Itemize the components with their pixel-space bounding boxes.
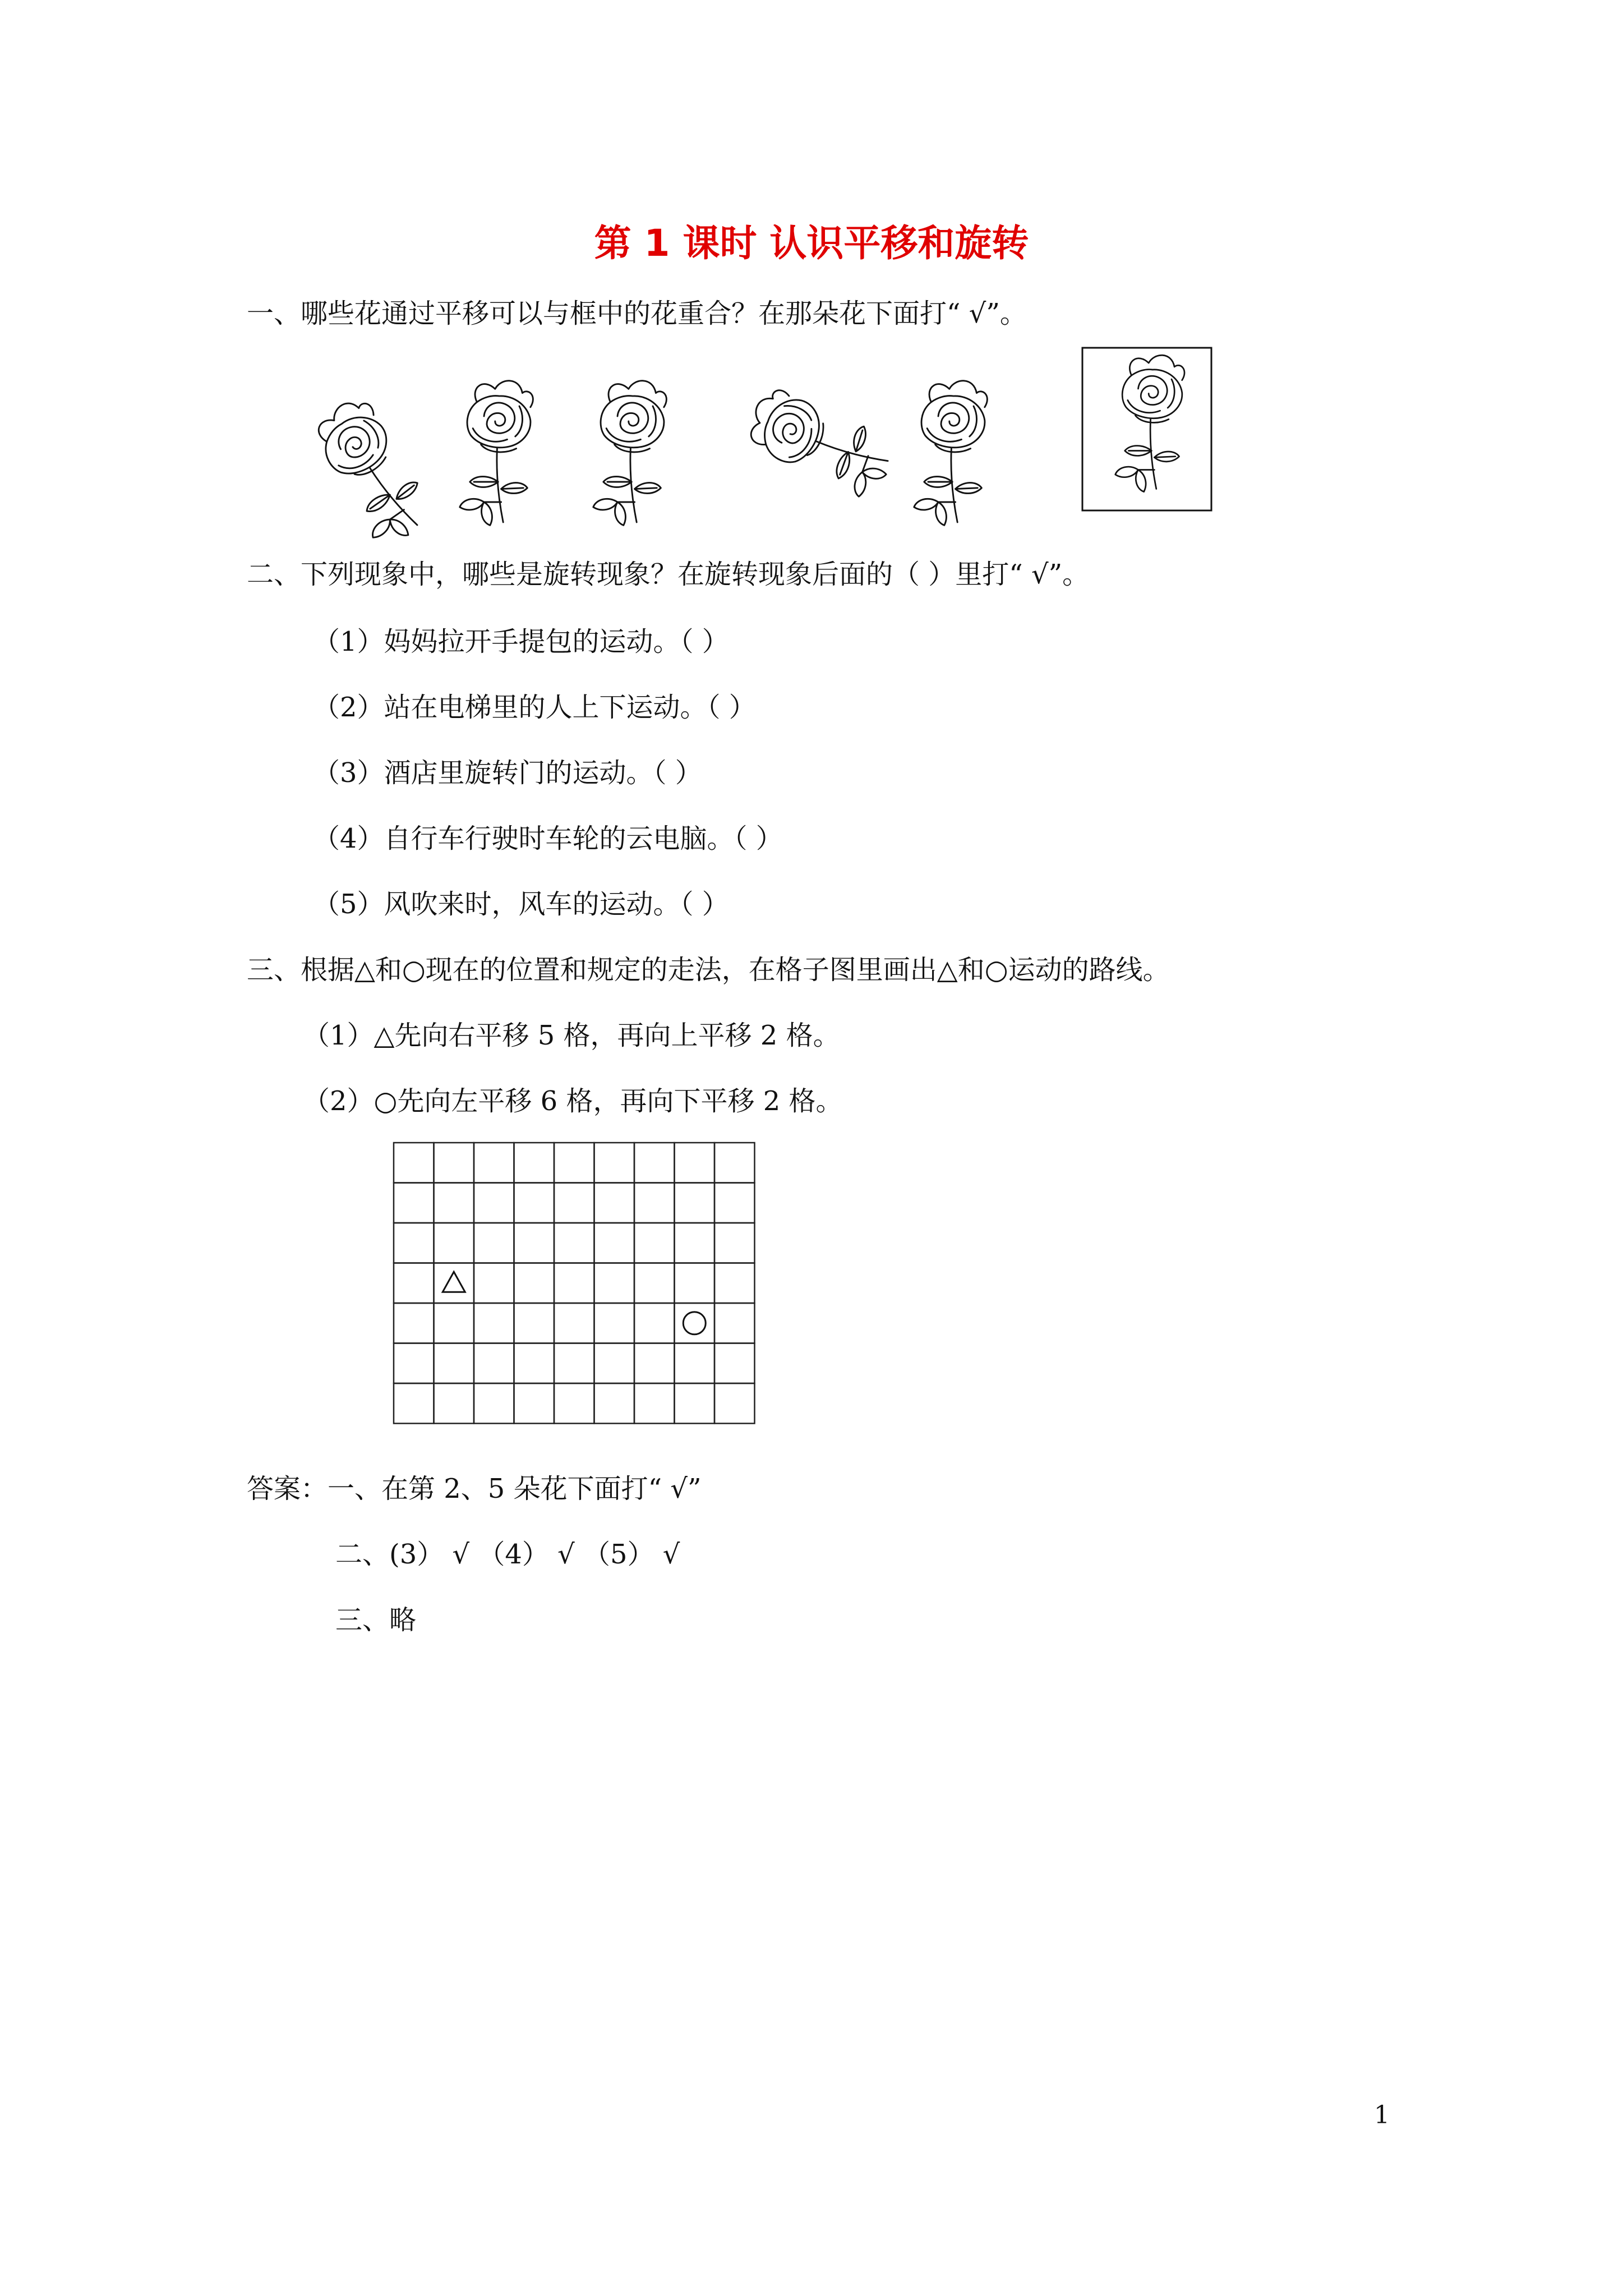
grid-cell bbox=[554, 1383, 594, 1424]
grid-cell bbox=[394, 1263, 434, 1304]
grid-cell bbox=[514, 1183, 555, 1223]
rose-icon bbox=[460, 381, 533, 526]
rose-icon bbox=[914, 381, 988, 526]
grid-cell bbox=[594, 1303, 635, 1343]
grid-cell bbox=[514, 1303, 555, 1343]
grid-cell bbox=[594, 1263, 635, 1304]
grid-cell bbox=[714, 1263, 755, 1304]
grid-cell bbox=[434, 1263, 474, 1304]
grid-cell bbox=[675, 1383, 715, 1424]
question-2-item-2: （2）站在电梯里的人上下运动。（ ） bbox=[313, 692, 756, 723]
grid-cell bbox=[474, 1183, 514, 1223]
page-title: 第 1 课时 认识平移和旋转 bbox=[594, 222, 1029, 265]
grid-cell bbox=[675, 1343, 715, 1384]
grid-cell bbox=[634, 1263, 675, 1304]
grid-cell bbox=[474, 1223, 514, 1263]
rose-icon bbox=[593, 381, 667, 526]
question-3-item-2: （2）○先向左平移 6 格，再向下平移 2 格。 bbox=[303, 1085, 843, 1117]
grid-cell bbox=[714, 1343, 755, 1384]
question-2-item-3: （3）酒店里旋转门的运动。（ ） bbox=[313, 757, 702, 789]
grid-cell bbox=[394, 1143, 434, 1183]
question-2-item-1: （1）妈妈拉开手提包的运动。（ ） bbox=[313, 626, 729, 657]
grid-cell bbox=[514, 1383, 555, 1424]
grid-cell bbox=[434, 1303, 474, 1343]
grid-cell bbox=[514, 1223, 555, 1263]
grid-cell bbox=[474, 1263, 514, 1304]
grid-cell bbox=[594, 1383, 635, 1424]
grid-cell bbox=[394, 1223, 434, 1263]
grid-cell bbox=[554, 1223, 594, 1263]
grid-cell bbox=[434, 1383, 474, 1424]
grid-cell bbox=[514, 1263, 555, 1304]
movement-grid bbox=[393, 1142, 763, 1422]
grid-cell bbox=[675, 1223, 715, 1263]
grid-cell bbox=[675, 1143, 715, 1183]
grid-cell bbox=[394, 1343, 434, 1384]
grid-cell bbox=[434, 1143, 474, 1183]
grid-cell bbox=[394, 1303, 434, 1343]
grid-cell bbox=[434, 1223, 474, 1263]
grid-cell bbox=[514, 1343, 555, 1384]
flower-row bbox=[0, 337, 1623, 527]
grid-cell bbox=[434, 1183, 474, 1223]
grid-cell bbox=[714, 1383, 755, 1424]
grid-cell bbox=[634, 1383, 675, 1424]
grid-cell bbox=[594, 1143, 635, 1183]
question-1-prompt: 一、哪些花通过平移可以与框中的花重合？在那朵花下面打“ √”。 bbox=[247, 298, 1027, 329]
grid-cell bbox=[554, 1303, 594, 1343]
page-number: 1 bbox=[1374, 2101, 1390, 2129]
grid-cell bbox=[675, 1303, 715, 1343]
grid-cell bbox=[394, 1383, 434, 1424]
grid-cell bbox=[634, 1303, 675, 1343]
grid-cell bbox=[714, 1303, 755, 1343]
question-3-prompt: 三、根据△和○现在的位置和规定的走法，在格子图里画出△和○运动的路线。 bbox=[247, 954, 1170, 986]
grid-cell bbox=[714, 1143, 755, 1183]
reference-frame bbox=[1082, 348, 1211, 510]
grid-cell bbox=[554, 1183, 594, 1223]
circle-marker bbox=[683, 1312, 706, 1335]
question-2-item-5: （5）风吹来时，风车的运动。（ ） bbox=[313, 889, 729, 920]
grid-cell bbox=[434, 1343, 474, 1384]
grid-cell bbox=[634, 1223, 675, 1263]
rose-icon bbox=[740, 384, 901, 503]
grid-cell bbox=[594, 1343, 635, 1384]
grid-cell bbox=[474, 1343, 514, 1384]
grid-cell bbox=[474, 1303, 514, 1343]
grid-cell bbox=[474, 1143, 514, 1183]
grid-cell bbox=[634, 1183, 675, 1223]
grid-cell bbox=[634, 1343, 675, 1384]
answer-line-2: 二、(3） √ （4） √ （5） √ bbox=[335, 1539, 680, 1570]
grid-cell bbox=[554, 1143, 594, 1183]
grid-cell bbox=[594, 1183, 635, 1223]
grid-cell bbox=[594, 1223, 635, 1263]
grid-cell bbox=[675, 1263, 715, 1304]
grid-cell bbox=[514, 1143, 555, 1183]
grid-cell bbox=[554, 1343, 594, 1384]
answer-line-1: 答案：一、在第 2、5 朵花下面打“ √” bbox=[247, 1473, 702, 1504]
grid-cell bbox=[714, 1223, 755, 1263]
grid-cell bbox=[474, 1383, 514, 1424]
grid-cell bbox=[634, 1143, 675, 1183]
grid-cell bbox=[714, 1183, 755, 1223]
answer-line-3: 三、略 bbox=[335, 1604, 417, 1636]
grid-cell bbox=[675, 1183, 715, 1223]
question-2-prompt: 二、下列现象中，哪些是旋转现象？在旋转现象后面的（ ）里打“ √”。 bbox=[247, 559, 1090, 590]
grid-cell bbox=[394, 1183, 434, 1223]
triangle-marker bbox=[442, 1272, 465, 1292]
question-2-item-4: （4）自行车行驶时车轮的云电脑。（ ） bbox=[313, 823, 783, 854]
boxed-rose-icon bbox=[1115, 355, 1184, 491]
question-3-item-1: （1）△先向右平移 5 格，再向上平移 2 格。 bbox=[303, 1020, 840, 1051]
grid-cell bbox=[554, 1263, 594, 1304]
rose-icon bbox=[301, 392, 444, 553]
